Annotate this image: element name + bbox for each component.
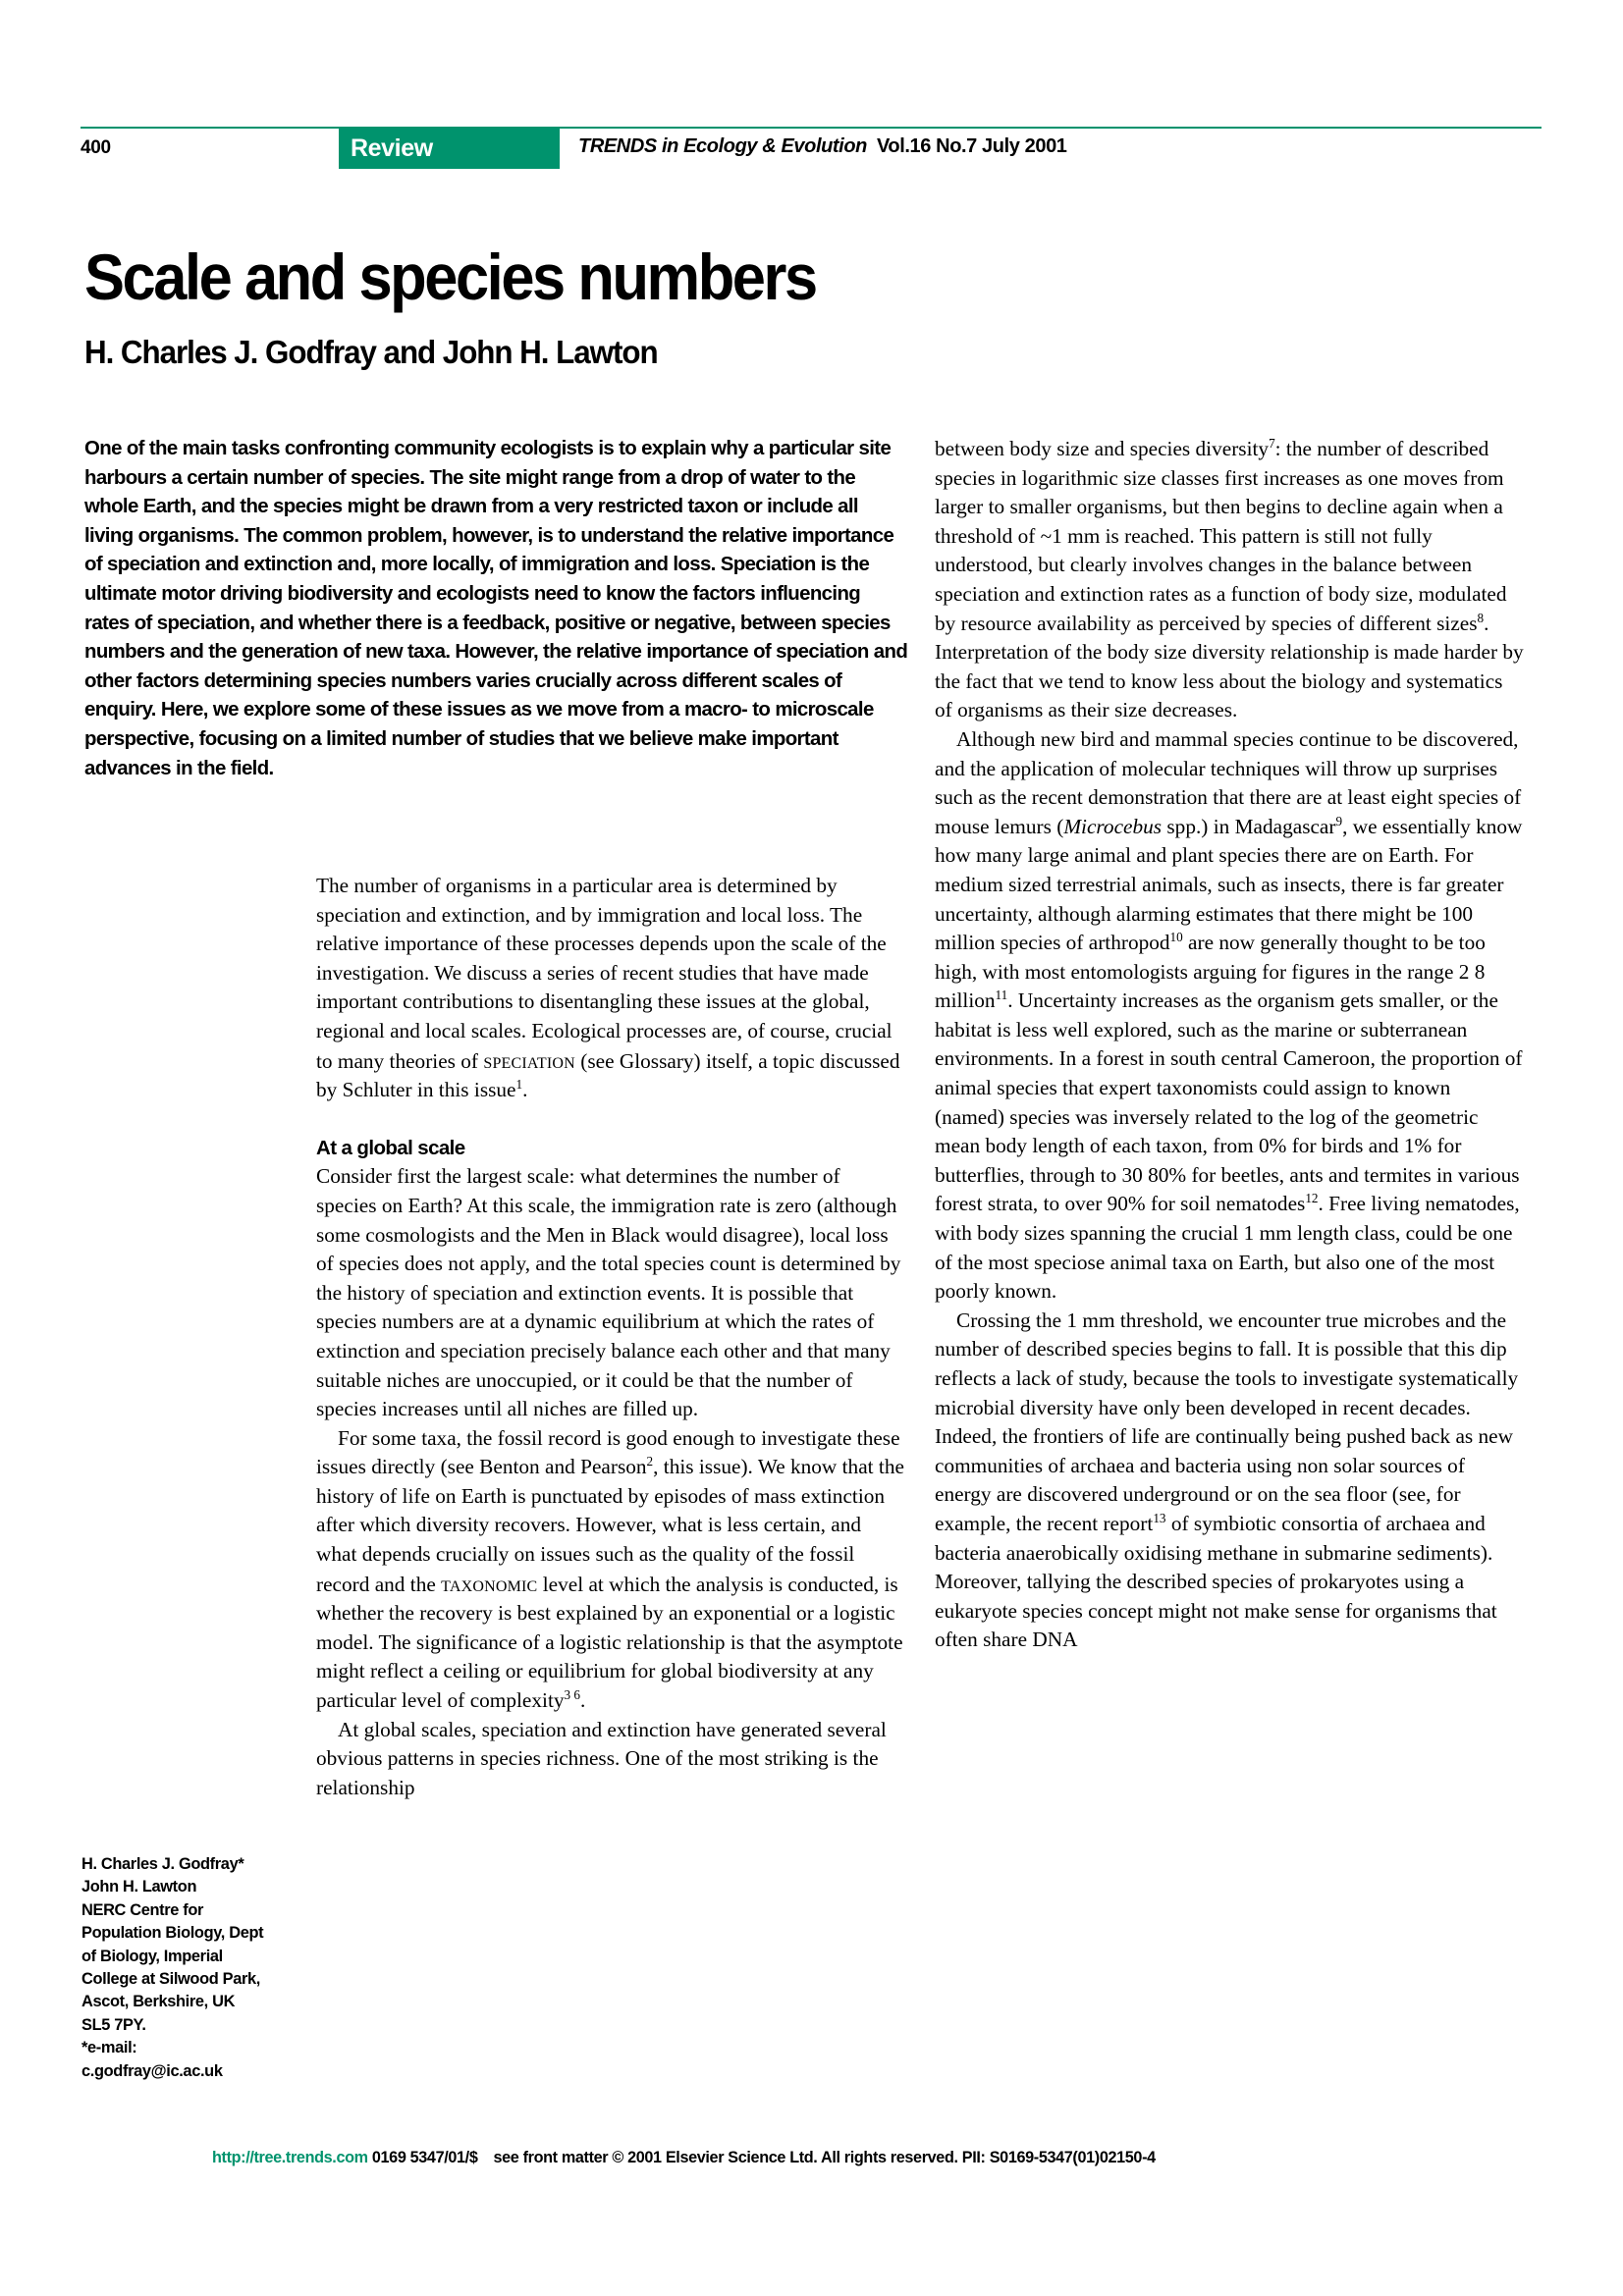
species-name: Microcebus <box>1063 814 1163 838</box>
reference-marker: 3 6 <box>564 1686 580 1702</box>
reference-marker: 11 <box>995 988 1008 1003</box>
journal-issue: Vol.16 No.7 July 2001 <box>876 135 1067 157</box>
journal-running-head <box>578 135 1067 158</box>
reference-marker: 9 <box>1335 813 1343 828</box>
paragraph-text: For some taxa, the fossil record is good enough to investigate these issues directly (see Benton and Pearson <box>316 1425 900 1479</box>
paragraph-text: . Interpretation of the body size diversity relationship is made harder by the fact that we tend to know less about the biology and systematics of organisms as their size decreases. <box>935 611 1524 722</box>
section-tag-review: Review <box>339 129 560 169</box>
paragraph: Consider first the largest scale: what determines the number of species on Earth? At this scale, the immigration rate is zero (although some cosmologists and the Men in Black would disagree), local loss of species does not apply, and the total species count is determined by the history of speciation and extinction events. It is possible that species numbers are at a dynamic equilibrium at which the rates of extinction and speciation precisely balance each other and that many suitable niches are unoccupied, or it could be that the number of species increases until all niches are filled up. <box>316 1164 901 1421</box>
paragraph-text: . Free living nematodes, with body sizes spanning the crucial 1 mm length class, could be one of the most speciose animal taxa on Earth, but also one of the most poorly known. <box>935 1192 1520 1304</box>
page-footer <box>212 2149 1488 2167</box>
journal-name: TRENDS in Ecology & Evolution <box>578 135 867 157</box>
section-heading-global-scale: At a global scale <box>316 1136 465 1159</box>
paragraph-text: The number of organisms in a particular area is determined by speciation and extinction, and by immigration and local loss. The relative importance of these processes depends upon the scale of the investigation. We discuss a series of recent studies that have made important contributions to disentangling these issues at the global, regional and local scales. Ecological processes are, of course, crucial to many theories of <box>316 874 893 1073</box>
paragraph-text: are now generally thought to be too high, with most entomologists arguing for figures in the range 2 8 million <box>935 931 1486 1013</box>
copyright-text: see front matter © 2001 Elsevier Science Ltd. All rights reserved. PII: S0169-5347(01)02150-4 <box>493 2149 1156 2166</box>
reference-marker: 7 <box>1269 435 1275 451</box>
paragraph-text: (see Glossary) itself, a topic discussed by Schluter in this issue <box>316 1048 900 1102</box>
address-line: John H. Lawton <box>81 1878 197 1896</box>
paragraph-text: . Uncertainty increases as the organism gets smaller, or the habitat is less well explored, such as the marine or subterranean environments. In a forest in south central Cameroon, the proportion of animal species that expert taxonomists could assign to known (named) species was inversely related to the log of the geometric mean body length of each taxon, from 0% for birds and 1% for butterflies, through to 30 80% for beetles, ants and termites in various forest strata, to over 90% for soil nematodes <box>935 988 1523 1216</box>
paragraph-text: spp.) in Madagascar <box>1162 814 1336 838</box>
reference-marker: 13 <box>1153 1510 1166 1525</box>
paragraph <box>316 1424 905 1716</box>
reference-marker: 12 <box>1305 1191 1319 1206</box>
reference-marker: 8 <box>1477 610 1485 625</box>
page-title: Scale and species numbers <box>84 240 816 314</box>
address-line: of Biology, Imperial <box>81 1947 223 1965</box>
body-column-right <box>935 435 1524 1655</box>
address-line: *e-mail: <box>81 2039 137 2057</box>
address-line: H. Charles J. Godfray* <box>81 1855 244 1873</box>
reference-marker: 10 <box>1169 929 1183 944</box>
page-number: 400 <box>81 137 111 158</box>
paragraph-text: Although new bird and mammal species continue to be discovered, and the application of molecular techniques will throw up surprises such as the recent demonstration that there are at least eight species of mouse lemurs ( <box>935 726 1522 838</box>
header-rule <box>81 127 1542 129</box>
paragraph-text: Crossing the 1 mm threshold, we encounter true microbes and the number of described species begins to fall. It is possible that this dip reflects a lack of study, because the tools to investigate systematically microbial diversity have only been developed in recent decades. Indeed, the frontiers of life are continually being pushed back as new communities of archaea and bacteria using non solar sources of energy are discovered underground or on the sea floor (see, for example, the recent report <box>935 1308 1519 1535</box>
paragraph <box>935 1307 1524 1655</box>
small-caps-term: speciation <box>483 1047 575 1073</box>
email-address[interactable]: c.godfray@ic.ac.uk <box>81 2061 223 2080</box>
address-line: NERC Centre for <box>81 1900 204 1919</box>
paragraph-text: . <box>580 1688 586 1713</box>
address-line: Ascot, Berkshire, UK <box>81 1993 236 2011</box>
paragraph <box>316 872 905 1105</box>
paragraph-text: . <box>522 1078 528 1102</box>
abstract-text: One of the main tasks confronting community ecologists is to explain why a particular site harbours a certain number of species. The site might range from a drop of water to the whole Earth, and the species might be drawn from a very restricted taxon or include all living organisms. The common problem, however, is to understand the relative importance of speciation and extinction and, more locally, of immigration and loss. Speciation is the ultimate motor driving biodiversity and ecologists need to know the factors influencing rates of speciation, and whether there is a feedback, positive or negative, between species numbers and the generation of new taxa. However, the relative importance of speciation and other factors determining species numbers varies crucially across different scales of enquiry. Here, we explore some of these issues as we move from a macro- to microscale perspective, focusing on a limited number of studies that we believe make important advances in the field. <box>84 438 908 779</box>
reference-marker: 1 <box>515 1076 523 1092</box>
author-address-block <box>81 1853 293 2083</box>
small-caps-term: taxonomic <box>441 1571 538 1596</box>
paragraph-text: , this issue). We know that the history of life on Earth is punctuated by episodes of mass extinction after which diversity recovers. However, what is less certain, and what depends crucially on issues such as the quality of the fossil record and the <box>316 1455 904 1596</box>
paragraph <box>935 725 1524 1307</box>
address-line: SL5 7PY. <box>81 2015 146 2034</box>
journal-url-link[interactable]: http://tree.trends.com <box>212 2149 368 2166</box>
address-line: Population Biology, Dept <box>81 1924 264 1943</box>
paragraph-text: between body size and species diversity <box>935 437 1270 460</box>
address-line: College at Silwood Park, <box>81 1970 260 1989</box>
paragraph: At global scales, speciation and extinction have generated several obvious patterns in species richness. One of the most striking is the relationship <box>316 1717 887 1799</box>
paragraph-text: level at which the analysis is conducted, is whether the recovery is best explained by an exponential or a logistic model. The significance of a logistic relationship is that the asymptote might reflect a ceiling or equilibrium for global biodiversity at any particular level of complexity <box>316 1572 903 1713</box>
issn-text: 0169 5347/01/$ <box>371 2149 478 2166</box>
reference-marker: 2 <box>646 1454 654 1469</box>
paragraph-text: : the number of described species in logarithmic size classes first increases as one moves from larger to smaller organisms, but then begins to decline again when a threshold of ~1 mm is reached. This pattern is still not fully understood, but clearly involves changes in the balance between speciation and extinction rates as a function of body size, modulated by resource availability as perceived by species of different sizes <box>935 437 1507 635</box>
body-column-left <box>316 872 905 1802</box>
paragraph-text: , we essentially know how many large animal and plant species there are on Earth. For medium sized terrestrial animals, such as insects, there is far greater uncertainty, although alarming estimates that there might be 100 million species of arthropod <box>935 814 1523 955</box>
paragraph <box>935 435 1524 725</box>
paragraph-text: of symbiotic consortia of archaea and bacteria anaerobically oxidising methane in submarine sediments). Moreover, tallying the described species of prokaryotes using a eukaryote species concept might not make sense for organisms that often share DNA <box>935 1511 1497 1652</box>
article-authors: H. Charles J. Godfray and John H. Lawton <box>84 334 658 370</box>
